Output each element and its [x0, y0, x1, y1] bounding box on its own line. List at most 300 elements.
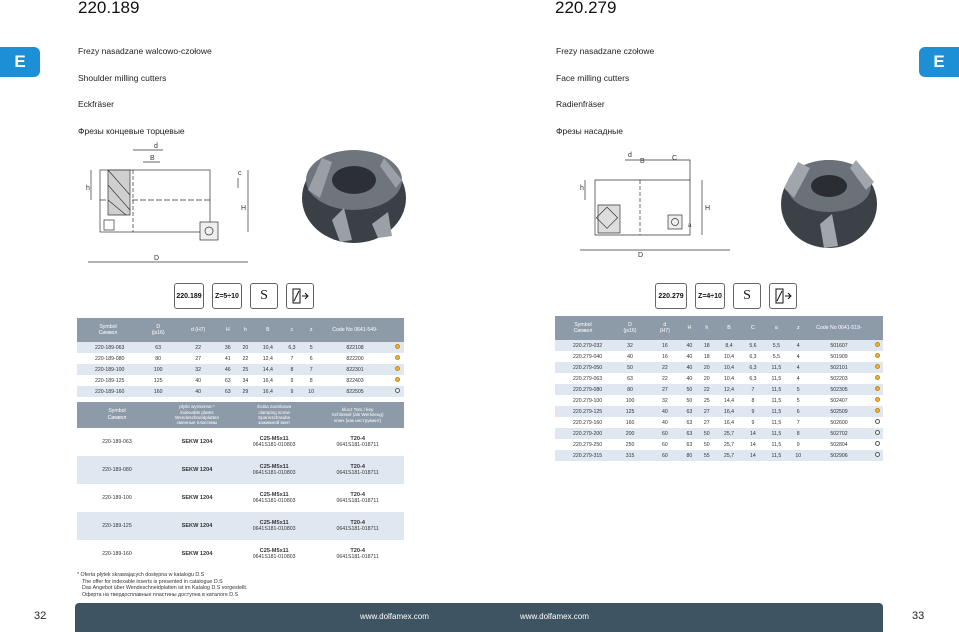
row-cell: 12,4: [262, 355, 273, 362]
row-cell: 5: [302, 342, 320, 353]
row-cell: 502407: [830, 397, 848, 404]
col-z: z: [790, 316, 808, 340]
cutter-photo-left: [292, 128, 417, 253]
stock-dot-icon: [395, 355, 400, 360]
row-symbol: 220.279-050: [555, 362, 611, 373]
table-row: [555, 373, 883, 384]
insert-cell: SEKW 1204: [181, 439, 213, 445]
row-cell: 22: [177, 342, 219, 353]
name-de: Eckfräser: [78, 99, 114, 109]
row-cell: 32: [661, 397, 668, 404]
row-cell: 63: [219, 386, 237, 397]
row-symbol: 220-189-125: [77, 512, 157, 540]
row-cell: 6,3: [749, 353, 757, 360]
row-cell: 6: [309, 355, 313, 362]
table-header: [555, 316, 883, 340]
row-symbol: 220-189-080: [77, 456, 157, 484]
row-cell: 11,5: [763, 362, 789, 373]
row-cell: 22: [661, 375, 668, 382]
dim-h: h: [580, 185, 584, 192]
row-symbol: 220.279-125: [555, 406, 611, 417]
coolant-icon: [286, 283, 314, 309]
col-a: a: [763, 316, 789, 340]
acc-col-symbol: Symbol Символ: [77, 402, 157, 428]
availability-cell: [390, 386, 404, 397]
col-B: B: [254, 318, 281, 342]
row-cell: 27: [195, 355, 202, 362]
availability-cell: [390, 353, 404, 364]
key-name: T20-4: [350, 520, 365, 526]
order-dot-icon: [875, 452, 880, 457]
row-cell: 14: [750, 441, 756, 448]
key-code: 0641S181-018711: [336, 470, 379, 476]
row-symbol: 220-189-063: [102, 439, 132, 445]
row-cell: 6,3: [749, 375, 757, 382]
dim-B: B: [150, 155, 155, 162]
row-cell: 12,4: [715, 384, 742, 395]
row-cell: 125: [153, 377, 163, 384]
row-cell: 502305: [807, 384, 871, 395]
name-ru: Фрезы насадные: [556, 125, 623, 136]
row-cell: 20: [698, 362, 715, 373]
row-cell: 9: [796, 441, 800, 448]
screw-name: C25-M5x11: [259, 548, 289, 554]
row-cell: 250: [625, 441, 635, 448]
row-symbol: 220.279-160: [573, 419, 603, 426]
col-H: H: [219, 318, 237, 342]
row-cell: 40: [681, 362, 698, 373]
dim-d: d: [628, 152, 632, 159]
code-box-left: 220.189: [174, 283, 204, 309]
row-cell: 14: [743, 450, 764, 461]
row-cell: 160: [625, 419, 635, 426]
row-cell: 40: [649, 406, 681, 417]
col-c: c: [282, 318, 303, 342]
col-code: Code No 0641-549-: [320, 318, 390, 342]
row-cell: 7: [743, 384, 764, 395]
row-cell: 60: [649, 428, 681, 439]
table-row: [555, 351, 883, 362]
row-cell: 100: [139, 364, 177, 375]
row-cell: 5,5: [763, 340, 789, 351]
dim-D: D: [154, 255, 160, 262]
row-cell: 27: [698, 406, 715, 417]
row-cell: 16: [649, 340, 681, 351]
stock-dot-icon: [875, 364, 880, 369]
row-cell: 36: [219, 342, 237, 353]
row-cell: 822108: [320, 342, 390, 353]
row-cell: 7: [302, 364, 320, 375]
availability-cell: [871, 395, 883, 406]
table-row: [555, 450, 883, 461]
availability-cell: [871, 406, 883, 417]
table-row: [555, 395, 883, 406]
insert-cell: SEKW 1204: [157, 456, 237, 484]
screw-code: 0641S181-010803: [252, 526, 296, 532]
row-cell: 11,5: [763, 406, 789, 417]
row-cell: 18: [698, 340, 715, 351]
col-availability: [390, 318, 404, 342]
row-cell: 200: [611, 428, 649, 439]
row-cell: 60: [649, 450, 681, 461]
row-cell: 8: [751, 397, 755, 404]
availability-cell: [871, 373, 883, 384]
row-cell: 63: [686, 419, 693, 426]
col-h: h: [237, 318, 255, 342]
col-z: z: [302, 318, 320, 342]
row-cell: 63: [681, 406, 698, 417]
teeth-box-left: Z=5÷10: [212, 283, 242, 309]
row-cell: 9: [282, 386, 303, 397]
row-cell: 14: [743, 428, 764, 439]
row-cell: 6,3: [743, 362, 764, 373]
name-pl: Frezy nasadzane walcowo-czołowe: [78, 46, 212, 56]
row-cell: 16: [661, 353, 668, 360]
availability-cell: [871, 428, 883, 439]
row-cell: 32: [177, 364, 219, 375]
dim-D: D: [638, 252, 644, 259]
page-title-right: 220.279: [555, 0, 617, 17]
key-cell: [311, 540, 404, 568]
row-cell: 502600: [830, 419, 848, 426]
col-symbol: Symbol Символ: [77, 318, 139, 342]
order-dot-icon: [395, 388, 400, 393]
dim-c: c: [238, 170, 242, 177]
row-cell: 822301: [320, 364, 390, 375]
row-cell: 502804: [830, 441, 848, 448]
row-symbol: 220-189-100: [102, 495, 132, 501]
technical-drawing-left: [88, 140, 248, 270]
row-cell: 8: [309, 377, 313, 384]
table-row: [77, 428, 404, 456]
dim-a: a: [688, 223, 692, 229]
table-row: [77, 456, 404, 484]
coolant-icon: [769, 283, 797, 309]
row-cell: 63: [627, 375, 633, 382]
table-row: [555, 384, 883, 395]
row-cell: 11,5: [771, 375, 782, 382]
row-cell: 502702: [807, 428, 871, 439]
row-cell: 822403: [346, 377, 364, 384]
row-cell: 25: [703, 397, 710, 404]
footer-url-left[interactable]: www.dolfamex.com: [360, 612, 429, 621]
acc-header: [77, 402, 404, 428]
row-cell: 501909: [830, 353, 848, 360]
row-cell: 16,4: [254, 386, 281, 397]
row-cell: 11,5: [763, 450, 789, 461]
row-cell: 11,5: [771, 441, 782, 448]
row-cell: 5: [790, 384, 808, 395]
stock-dot-icon: [395, 366, 400, 371]
col-availability: [871, 316, 883, 340]
row-cell: 11,5: [771, 397, 782, 404]
name-de: Radienfräser: [556, 99, 605, 109]
row-cell: 80: [681, 450, 698, 461]
key-code: 0641S181-018711: [336, 526, 379, 532]
row-symbol: 220.279-063: [573, 375, 603, 382]
table-row: [77, 484, 404, 512]
row-cell: 18: [703, 353, 710, 360]
icon-bar-left: [174, 283, 314, 309]
row-cell: 40: [661, 419, 668, 426]
row-symbol: 220.279-032: [555, 340, 611, 351]
row-cell: 63: [686, 441, 693, 448]
footnote-en: The offer for indexable inserts is presented in catalogue D.S: [82, 578, 223, 585]
page-number-left: 32: [34, 610, 47, 622]
row-cell: 7: [796, 419, 800, 426]
row-symbol: 220-189-160: [77, 386, 139, 397]
col-code: Code No 0641-519-: [807, 316, 871, 340]
row-cell: 502203: [830, 375, 848, 382]
availability-cell: [871, 439, 883, 450]
name-ru: Фрезы концевые торцевые: [78, 125, 185, 136]
screw-code: 0641S181-010803: [252, 498, 296, 504]
availability-cell: [390, 364, 404, 375]
row-cell: 9: [751, 419, 755, 426]
insert-cell: SEKW 1204: [157, 512, 237, 540]
row-cell: 80: [155, 355, 162, 362]
row-cell: 60: [661, 441, 668, 448]
table-row: [555, 417, 883, 428]
row-cell: 4: [790, 340, 808, 351]
row-symbol: 220-189-160: [102, 551, 132, 557]
table-row: [77, 375, 404, 386]
row-cell: 8: [790, 428, 808, 439]
row-cell: 50: [703, 441, 710, 448]
row-symbol: 220-189-125: [95, 377, 125, 384]
screw-name: C25-M5x11: [259, 436, 289, 442]
row-symbol: 220.279-250: [573, 441, 603, 448]
table-header: [77, 318, 404, 342]
footer-url-right[interactable]: www.dolfamex.com: [520, 612, 589, 621]
stock-dot-icon: [875, 408, 880, 413]
col-symbol: Symbol Символ: [555, 316, 611, 340]
cutter-table-right: [555, 316, 883, 461]
footnote-pl: * Oferta płytek skrawających dostępna w katalogu D.S: [77, 572, 205, 578]
s-box-right: S: [733, 283, 761, 309]
row-cell: 25,7: [715, 450, 742, 461]
row-cell: 125: [611, 406, 649, 417]
table-row: [77, 386, 404, 397]
dim-C: C: [672, 155, 678, 162]
key-code: 0641S181-018711: [336, 554, 379, 560]
icon-bar-right: [655, 283, 797, 309]
language-badge-right: E: [919, 47, 959, 77]
row-symbol: 220-189-063: [77, 342, 139, 353]
col-d: d (H7): [649, 316, 681, 340]
screw-name: C25-M5x11: [259, 520, 289, 526]
row-cell: 822505: [320, 386, 390, 397]
stock-dot-icon: [875, 353, 880, 358]
screw-cell: [237, 512, 311, 540]
row-cell: 40: [177, 386, 219, 397]
row-cell: 29: [237, 386, 255, 397]
row-cell: 100: [625, 397, 635, 404]
row-cell: 22: [242, 355, 249, 362]
row-cell: 9: [743, 406, 764, 417]
row-cell: 16,4: [715, 406, 742, 417]
table-row: [555, 439, 883, 450]
acc-col-key: klucz Torx / key Schlüssel (als Werkzeug) ключ (как инструмент): [311, 402, 404, 428]
row-cell: 25,7: [723, 441, 735, 448]
availability-cell: [871, 362, 883, 373]
row-cell: 14,4: [254, 364, 281, 375]
table-row: [77, 364, 404, 375]
row-cell: 22: [649, 362, 681, 373]
table-row: [77, 540, 404, 568]
table-row: [555, 362, 883, 373]
stock-dot-icon: [395, 377, 400, 382]
row-cell: 16,4: [723, 419, 735, 426]
dim-B: B: [640, 158, 645, 165]
row-cell: 10,4: [254, 342, 281, 353]
code-box-right: 220.279: [655, 283, 687, 309]
row-cell: 502906: [807, 450, 871, 461]
availability-cell: [390, 342, 404, 353]
row-symbol: 220-189-080: [95, 355, 125, 362]
row-cell: 7: [290, 355, 294, 362]
row-symbol: 220.279-040: [573, 353, 603, 360]
row-cell: 160: [139, 386, 177, 397]
row-cell: 27: [703, 419, 710, 426]
row-cell: 40: [686, 375, 693, 382]
col-D: D (js16): [139, 318, 177, 342]
table-row: [77, 512, 404, 540]
stock-dot-icon: [875, 386, 880, 391]
row-cell: 27: [649, 384, 681, 395]
screw-cell: [237, 484, 311, 512]
row-cell: 50: [698, 428, 715, 439]
accessories-table-left: [77, 402, 404, 568]
availability-cell: [871, 450, 883, 461]
row-cell: 55: [698, 450, 715, 461]
row-cell: 34: [242, 377, 249, 384]
page-title-left: 220.189: [78, 0, 140, 17]
row-cell: 50: [681, 384, 698, 395]
dim-d: d: [154, 143, 158, 150]
cutter-table-left: [77, 318, 404, 397]
row-cell: 5,6: [743, 340, 764, 351]
row-cell: 10: [302, 386, 320, 397]
footnote: [77, 572, 247, 598]
row-cell: 63: [139, 342, 177, 353]
availability-cell: [390, 375, 404, 386]
page-number-right: 33: [912, 610, 925, 622]
acc-col-inserts: płytki wymienne * indexable plates Wendeschneidplatten сменные пластины: [157, 402, 237, 428]
key-name: T20-4: [350, 548, 365, 554]
row-symbol: 220-189-100: [77, 364, 139, 375]
row-cell: 16,4: [262, 377, 273, 384]
screw-name: C25-M5x11: [259, 492, 289, 498]
stock-dot-icon: [395, 344, 400, 349]
row-cell: 32: [611, 340, 649, 351]
table-row: [555, 406, 883, 417]
row-cell: 9: [290, 377, 294, 384]
row-cell: 22: [698, 384, 715, 395]
order-dot-icon: [875, 419, 880, 424]
availability-cell: [871, 417, 883, 428]
row-cell: 8,4: [715, 340, 742, 351]
s-box-left: S: [250, 283, 278, 309]
stock-dot-icon: [875, 375, 880, 380]
col-h: h: [698, 316, 715, 340]
row-cell: 4: [796, 375, 800, 382]
insert-cell: SEKW 1204: [181, 495, 213, 501]
row-cell: 10: [790, 450, 808, 461]
table-row: [555, 428, 883, 439]
row-cell: 10,4: [723, 375, 735, 382]
name-en: Face milling cutters: [556, 72, 630, 83]
row-cell: 315: [611, 450, 649, 461]
key-code: 0641S181-018711: [336, 498, 379, 504]
row-cell: 20: [237, 342, 255, 353]
row-cell: 502509: [807, 406, 871, 417]
availability-cell: [871, 340, 883, 351]
key-name: T20-4: [350, 492, 365, 498]
insert-cell: SEKW 1204: [181, 551, 213, 557]
row-cell: 40: [627, 353, 633, 360]
key-code: 0641S181-018711: [336, 442, 379, 448]
row-cell: 63: [224, 377, 231, 384]
stock-dot-icon: [875, 342, 880, 347]
col-d: d (H7): [177, 318, 219, 342]
row-cell: 4: [790, 362, 808, 373]
order-dot-icon: [875, 441, 880, 446]
footnote-de: Das Angebot über Wendeschneidplatten ist im Katalog D.S vorgestellt.: [82, 585, 248, 592]
technical-drawing-right: [580, 145, 730, 260]
teeth-box-right: Z=4÷10: [695, 283, 725, 309]
table-row: [555, 340, 883, 351]
row-cell: 80: [611, 384, 649, 395]
product-names-left: [78, 47, 212, 153]
screw-code: 0641S181-010803: [252, 470, 296, 476]
dim-H: H: [705, 205, 711, 212]
col-C: C: [743, 316, 764, 340]
row-cell: 40: [686, 353, 693, 360]
row-cell: 50: [686, 397, 693, 404]
row-symbol: 220.279-315: [555, 450, 611, 461]
product-names-right: [556, 47, 654, 153]
row-cell: 41: [224, 355, 231, 362]
row-cell: 502101: [807, 362, 871, 373]
col-B: B: [715, 316, 742, 340]
row-cell: 5: [796, 397, 800, 404]
row-cell: 5,5: [772, 353, 780, 360]
row-cell: 40: [195, 377, 202, 384]
name-pl: Frezy nasadzane czołowe: [556, 46, 655, 56]
availability-cell: [871, 384, 883, 395]
row-cell: 25: [237, 364, 255, 375]
row-cell: 822200: [346, 355, 364, 362]
table-row: [77, 353, 404, 364]
screw-code: 0641S181-010803: [252, 554, 296, 560]
availability-cell: [871, 351, 883, 362]
key-name: T20-4: [350, 464, 365, 470]
footer-bar: [75, 603, 883, 632]
screw-cell: [237, 456, 311, 484]
row-cell: 4: [796, 353, 800, 360]
acc-col-screw: śruba zaciskowa clamping screw Spannschraube зажимной винт: [237, 402, 311, 428]
stock-dot-icon: [875, 397, 880, 402]
row-cell: 11,5: [763, 384, 789, 395]
key-cell: [311, 484, 404, 512]
row-cell: 20: [703, 375, 710, 382]
row-cell: 8: [282, 364, 303, 375]
row-cell: 63: [681, 428, 698, 439]
screw-cell: [237, 428, 311, 456]
row-cell: 25,7: [715, 428, 742, 439]
row-cell: 40: [681, 340, 698, 351]
